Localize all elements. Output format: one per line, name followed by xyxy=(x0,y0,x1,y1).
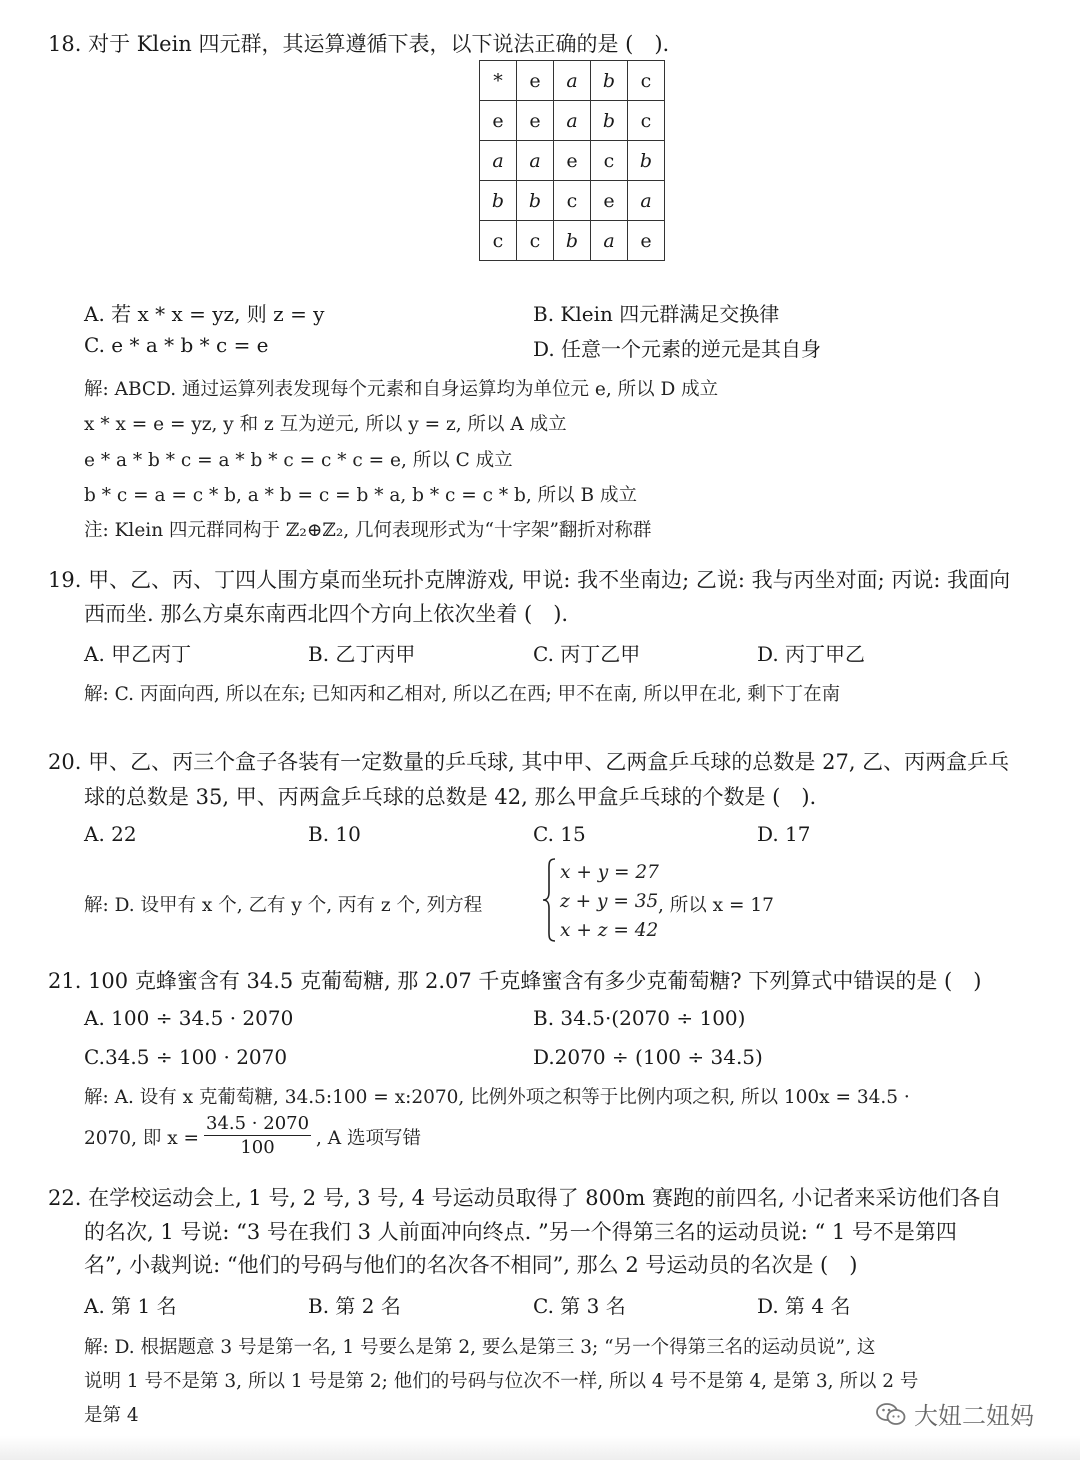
q22-option-a: A. 第 1 名 xyxy=(84,1294,177,1318)
table-cell: b xyxy=(480,181,517,221)
q18-solution-line: b * c = a = c * b, a * b = c = b * a, b * c = c * b, 所以 B 成立 xyxy=(84,485,637,506)
table-row xyxy=(480,221,665,261)
table-cell: a xyxy=(480,141,517,181)
table-cell: b xyxy=(517,181,554,221)
fraction xyxy=(204,1113,311,1160)
fraction-denominator: 100 xyxy=(240,1137,275,1158)
q18-note: 注: Klein 四元群同构于 ℤ₂⊕ℤ₂, 几何表现形式为“十字架”翻折对称群 xyxy=(84,520,652,541)
q21-option-c: C.34.5 ÷ 100 · 2070 xyxy=(84,1045,288,1069)
table-cell: e xyxy=(517,61,554,101)
watermark-text: 大妞二妞妈 xyxy=(914,1402,1034,1430)
q18-option-d: D. 任意一个元素的逆元是其自身 xyxy=(533,337,822,361)
q22-solution-line: 是第 4 xyxy=(84,1405,139,1426)
table-cell: b xyxy=(554,221,591,261)
table-cell: a xyxy=(628,181,665,221)
q22-option-d: D. 第 4 名 xyxy=(757,1294,851,1318)
table-cell: c xyxy=(628,101,665,141)
q22-solution-line: 说明 1 号不是第 3, 所以 1 号是第 2; 他们的号码与位次不一样, 所以 4 号不是第 4, 是第 3, 所以 2 号 xyxy=(84,1371,919,1392)
q19-option-c: C. 丙丁乙甲 xyxy=(533,642,641,666)
q18-question: 18. 对于 Klein 四元群，其运算遵循下表，以下说法正确的是 ( ). xyxy=(48,32,670,56)
q22-option-b: B. 第 2 名 xyxy=(308,1294,401,1318)
q20-option-c: C. 15 xyxy=(533,822,586,846)
equation-line: x + y = 27 xyxy=(560,862,659,883)
q18-option-b: B. Klein 四元群满足交换律 xyxy=(533,302,780,326)
table-row xyxy=(480,101,665,141)
cayley-table xyxy=(479,60,665,261)
table-row xyxy=(480,61,665,101)
table-cell: e xyxy=(517,101,554,141)
table-cell: e xyxy=(628,221,665,261)
table-cell: b xyxy=(628,141,665,181)
table-cell: a xyxy=(591,221,628,261)
table-cell: c xyxy=(517,221,554,261)
q18-solution-line: x * x = e = yz, y 和 z 互为逆元, 所以 y = z, 所以 A 成立 xyxy=(84,414,567,435)
q18-option-a: A. 若 x * x = yz, 则 z = y xyxy=(84,302,325,326)
q18-solution-line: 解: ABCD. 通过运算列表发现每个元素和自身运算均为单位元 e, 所以 D 成立 xyxy=(84,379,719,400)
fraction-numerator: 34.5 · 2070 xyxy=(206,1113,310,1134)
table-cell: * xyxy=(480,61,517,101)
q20-question-line: 球的总数是 35, 甲、丙两盒乒乓球的总数是 42, 那么甲盒乒乓球的个数是 ( ). xyxy=(84,785,817,809)
equation-line: z + y = 35 xyxy=(560,891,659,912)
q19-option-b: B. 乙丁丙甲 xyxy=(308,642,416,666)
table-cell: c xyxy=(554,181,591,221)
page-bottom-edge xyxy=(0,1436,1080,1460)
q19-question-line: 西而坐. 那么方桌东南西北四个方向上依次坐着 ( ). xyxy=(84,602,569,626)
q20-option-d: D. 17 xyxy=(757,822,811,846)
q21-solution-prefix: 2070, 即 x = xyxy=(84,1128,200,1149)
q22-solution-line: 解: D. 根据题意 3 号是第一名, 1 号要么是第 2, 要么是第三 3; “另一个得第三名的运动员说”, 这 xyxy=(84,1337,876,1358)
table-cell: e xyxy=(591,181,628,221)
equation-line: x + z = 42 xyxy=(560,920,659,941)
table-cell: b xyxy=(591,101,628,141)
table-cell: a xyxy=(554,101,591,141)
q21-option-d: D.2070 ÷ (100 ÷ 34.5) xyxy=(533,1045,763,1069)
q22-question-line: 名”, 小裁判说: “他们的号码与他们的名次各不相同”, 那么 2 号运动员的名次是 ( ) xyxy=(84,1253,858,1277)
q22-question-line: 的名次, 1 号说: “3 号在我们 3 人前面冲向终点. ”另一个得第三名的运动员说: “ 1 号不是第四 xyxy=(84,1220,957,1244)
q19-option-a: A. 甲乙丙丁 xyxy=(84,642,192,666)
q21-option-b: B. 34.5·(2070 ÷ 100) xyxy=(533,1006,746,1030)
table-cell: c xyxy=(628,61,665,101)
watermark xyxy=(876,1396,1034,1431)
table-cell: a xyxy=(517,141,554,181)
table-row xyxy=(480,141,665,181)
table-cell: c xyxy=(591,141,628,181)
table-cell: b xyxy=(591,61,628,101)
equation-brace xyxy=(542,858,556,942)
q21-option-a: A. 100 ÷ 34.5 · 2070 xyxy=(84,1006,294,1030)
table-cell: e xyxy=(480,101,517,141)
q20-option-a: A. 22 xyxy=(84,822,137,846)
q20-option-b: B. 10 xyxy=(308,822,361,846)
q22-question-line: 22. 在学校运动会上, 1 号, 2 号, 3 号, 4 号运动员取得了 800m 赛跑的前四名, 小记者来采访他们各自 xyxy=(48,1186,1002,1210)
q21-solution-suffix: , A 选项写错 xyxy=(316,1128,422,1149)
q20-solution-prefix: 解: D. 设甲有 x 个, 乙有 y 个, 丙有 z 个, 列方程 xyxy=(84,895,483,916)
q19-question-line: 19. 甲、乙、丙、丁四人围方桌而坐玩扑克牌游戏, 甲说: 我不坐南边; 乙说: 我与丙坐对面; 丙说: 我面向 xyxy=(48,568,1011,592)
q21-solution-line: 解: A. 设有 x 克葡萄糖, 34.5:100 = x:2070, 比例外项之积等于比例内项之积, 所以 100x = 34.5 · xyxy=(84,1087,910,1108)
table-cell: e xyxy=(554,141,591,181)
q20-solution-suffix: , 所以 x = 17 xyxy=(658,895,774,916)
q22-option-c: C. 第 3 名 xyxy=(533,1294,626,1318)
table-cell: c xyxy=(480,221,517,261)
q18-option-c: C. e * a * b * c = e xyxy=(84,333,269,357)
q19-solution: 解: C. 丙面向西, 所以在东; 已知丙和乙相对, 所以乙在西; 甲不在南, 所以甲在北, 剩下丁在南 xyxy=(84,684,841,705)
wechat-icon xyxy=(876,1401,906,1427)
q19-option-d: D. 丙丁甲乙 xyxy=(757,642,866,666)
table-row xyxy=(480,181,665,221)
table-cell: a xyxy=(554,61,591,101)
q20-question-line: 20. 甲、乙、丙三个盒子各装有一定数量的乒乓球, 其中甲、乙两盒乒乓球的总数是 27, 乙、丙两盒乒乓 xyxy=(48,750,1010,774)
q21-question: 21. 100 克蜂蜜含有 34.5 克葡萄糖, 那 2.07 千克蜂蜜含有多少克葡萄糖? 下列算式中错误的是 ( ) xyxy=(48,969,982,993)
q18-solution-line: e * a * b * c = a * b * c = c * c = e, 所以 C 成立 xyxy=(84,450,513,471)
